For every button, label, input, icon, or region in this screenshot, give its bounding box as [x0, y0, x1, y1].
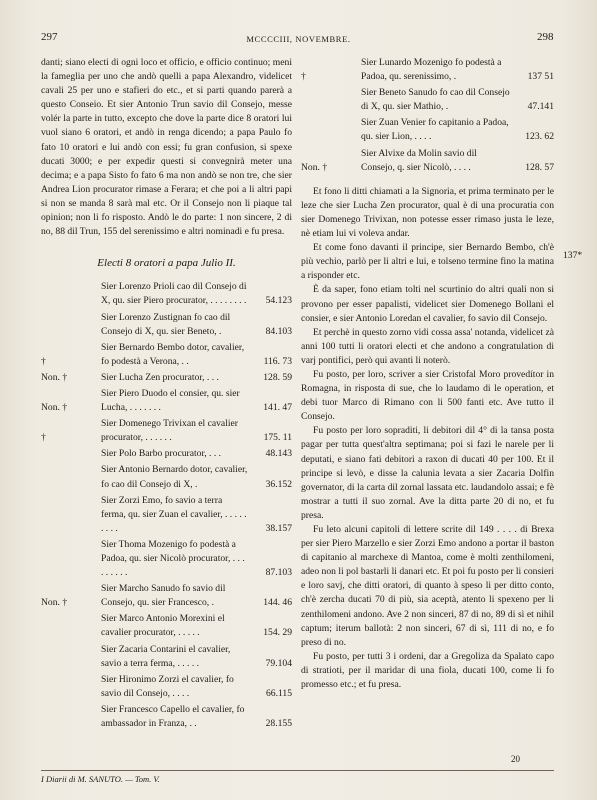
candidate-name: Sier Bernardo Bembo dotor, cavalier, fo podestà a Verona, . . — [101, 341, 245, 367]
vote-count: 84.103 — [265, 325, 292, 337]
ballot-entry — [41, 703, 292, 731]
signature-mark: 20 — [511, 754, 520, 764]
right-column — [301, 56, 554, 692]
body-paragraph: Fu leto alcuni capitoli di lettere scrite dil 149 . . . . di Brexa per sier Piero Marzello e sier Zorzi Emo andono a portar il baston di capitanio al marchexe di Mantoa, come è molti zenthilomeni, adeo non li pol bastarli li danari etc. Et poi fu posto per li consieri e loro savj, che ditti oratori, di quanto à speso li per ditto conto, ch'è zercha ducati 70 di più, sia aceptà, atento li spexeno per li zenthilomeni andono. Ave 2 non sinceri, 87 di no, 89 di sì et nihil captum; iterum ballotà: 2 non sinceri, 67 di sì, 111 di no, e fo preso di no. — [301, 524, 554, 648]
ballot-entry — [41, 612, 292, 640]
entry-mark: Non. † — [301, 161, 328, 173]
ballot-entry — [41, 673, 292, 701]
candidate-name: Sier Marcho Sanudo fo savio dil Consejo, qu. sier Francesco, . — [101, 583, 226, 609]
candidate-name: Sier Lorenzo Prioli cao dil Consejo di X, qu. sier Piero procurator, . . . . . . . . — [101, 281, 247, 307]
candidate-name: Sier Antonio Bernardo dotor, cavalier, fo cao dil Consejo di X, . — [101, 464, 248, 490]
ballot-list-continued — [301, 56, 554, 175]
vote-count: 36.152 — [265, 478, 292, 490]
page-number-right: 298 — [537, 31, 554, 43]
ballot-entry — [301, 147, 554, 175]
ballot-entry — [41, 538, 292, 580]
entry-mark: † — [41, 432, 46, 444]
footer-citation: I Diarii di M. SANUTO. — Tom. V. — [41, 774, 160, 784]
ballot-entry — [41, 417, 292, 445]
vote-count: 48.143 — [265, 448, 292, 460]
vote-count: 54.123 — [265, 295, 292, 307]
candidate-name: Sier Zuan Venier fo capitanio a Padoa, qu. sier Lion, . . . . — [361, 117, 509, 143]
entry-mark: Non. † — [41, 371, 68, 383]
ballot-entry — [301, 56, 554, 84]
footer-rule — [41, 770, 554, 771]
right-paragraphs — [301, 185, 554, 692]
ballot-entry — [41, 582, 292, 610]
candidate-name: Sier Hironimo Zorzi el cavalier, fo savio dil Consejo, . . . . — [101, 673, 234, 699]
candidate-name: Sier Zorzi Emo, fo savio a terra ferma, qu. sier Zuan el cavalier, . . . . . . . . . — [101, 494, 247, 534]
vote-count: 28.155 — [265, 718, 292, 730]
ballot-entry — [41, 387, 292, 415]
vote-count: 128. 59 — [263, 371, 292, 383]
page-number-left: 297 — [41, 31, 58, 43]
vote-count: 116. 73 — [263, 355, 292, 367]
entry-mark: Non. † — [41, 597, 68, 609]
candidate-name: Sier Piero Duodo el consier, qu. sier Lucha, . . . . . . . — [101, 387, 240, 414]
vote-count: 123. 62 — [525, 131, 554, 143]
vote-count: 128. 57 — [525, 161, 554, 173]
body-paragraph: Et come fono davanti il principe, sier Bernardo Bembo, ch'è più vechio, parlò per li altri e lui, e tolseno termine fino la matina a risponder etc. — [301, 242, 554, 282]
vote-count: 87.103 — [265, 567, 292, 579]
candidate-name: Sier Lucha Zen procurator, . . . — [101, 371, 219, 383]
vote-count: 137 51 — [527, 71, 554, 83]
ballot-entry — [41, 463, 292, 491]
candidate-name: Sier Alvixe da Molin savio dil Consejo, q. sier Nicolò, . . . . — [361, 147, 477, 173]
ballot-entry — [41, 280, 292, 308]
candidate-name: Sier Domenego Trivixan el cavalier procurator, . . . . . . — [101, 418, 238, 444]
section-heading: Electi 8 oratori a papa Julio II. — [97, 257, 236, 270]
candidate-name: Sier Polo Barbo procurator, . . . — [101, 448, 222, 460]
ballot-list — [41, 280, 292, 731]
ballot-entry — [41, 311, 292, 339]
vote-count: 79.104 — [265, 657, 292, 669]
body-paragraph: È da saper, fono etiam tolti nel scurtinio do altri quali non si provono per esser papalisti, videlicet sier Domenego Bollani el consier, e sier Antonio Loredan el cavalier, fo savio dil Consejo. — [301, 284, 554, 324]
candidate-name: Sier Beneto Sanudo fo cao dil Consejo di X, qu. sier Mathio, . — [361, 87, 510, 113]
vote-count: 154. 29 — [263, 627, 292, 639]
candidate-name: Sier Francesco Capello el cavalier, fo ambassador in Franza, . . — [101, 703, 245, 730]
running-header: MCCCCIII, NOVEMBRE. — [246, 34, 351, 44]
ballot-entry — [41, 447, 292, 461]
entry-mark: † — [41, 355, 46, 367]
candidate-name: Sier Marco Antonio Morexini el cavalier procurator, . . . . . — [101, 613, 225, 639]
candidate-name: Sier Lorenzo Zustignan fo cao dil Consejo di X, qu. sier Beneto, . — [101, 311, 231, 337]
body-paragraph: Fu posto, per tutti 3 i ordeni, dar a Gregoliza da Spalato capo di stratioti, per il maridar di una fiola, ducati 100, come li fo promesso etc.; et fu presa. — [301, 650, 554, 691]
ballot-entry — [41, 494, 292, 536]
vote-count: 38.157 — [265, 522, 292, 534]
candidate-name: Sier Lunardo Mozenigo fo podestà a Padoa, qu. serenissimo, . — [361, 57, 502, 83]
ballot-entry — [301, 86, 554, 114]
entry-mark: † — [301, 71, 306, 83]
body-paragraph: Et perchè in questo zorno vidi cossa assa' notanda, videlicet zà anni 100 tutti li oratori electi et che andono a congratulation di varj pontifici, però qui avanti li noterò. — [301, 326, 554, 366]
ballot-entry — [41, 643, 292, 671]
vote-count: 66.115 — [265, 687, 292, 699]
body-paragraph: Fu posto, per loro, scriver a sier Cristofal Moro provedítor in Romagna, in risposta di sue, che lo laudamo di le operation, et debi tuor Marco di Rimano con li 500 fanti etc. Ave tutto il Consejo. — [301, 368, 554, 423]
entry-mark: Non. † — [41, 402, 68, 414]
ballot-entry — [41, 371, 292, 385]
intro-paragraph: danti; siano electi di ogni loco et officio, e officio continuo; meni la fameglia per uno che andò quelli a papa Alexandro, videlicet cavali 25 per uno e stafieri do etc., et si parti quando parerà a questo Conseio. Et sier Antonio Trun savio dil Consejo, messe volér la parte in tutto, excepto che dove la parte dice 8 oratori lui vuol siano 6 oratori, et andò in renga dicendo; a papa Paulo fo fato 10 oratori e lui andò con essi; fu gran confusion, si spexe ducati 3000; e per expedir questi si convegnirà meter una decima; e a papa Sisto fo fato 6 ma non andò se non tre, che sier Andrea Lion procurator rimase a Ferara; et che poi a li altri papi si non se manda 8 sarà mal etc. Or il Consejo non li piaque tal opinion; non li fo risposto. Andò le do parte: 1 non sincere, 2 di no, 88 dil Trun, 155 del serenissimo e altri nominadi e fu presa. — [41, 57, 292, 238]
margin-note: 137* — [563, 250, 583, 261]
vote-count: 47.141 — [527, 101, 554, 113]
vote-count: 144. 46 — [263, 597, 292, 609]
body-paragraph: Et fono li ditti chiamati a la Signoria, et prima terminato per le leze che sier Lucha Zen procurator, qual è di una procuratia con sier Domenego Trivixan, non potesse esser rimaso justa le leze, nè etiam lui vi voleva andar. — [301, 185, 554, 240]
ballot-entry — [41, 341, 292, 369]
vote-count: 175. 11 — [263, 432, 292, 444]
left-column — [41, 56, 292, 733]
vote-count: 141. 47 — [263, 402, 292, 414]
candidate-name: Sier Zacaria Contarini el cavalier, savio a terra ferma, . . . . . — [101, 643, 231, 669]
ballot-entry — [301, 116, 554, 144]
candidate-name: Sier Thoma Mozenigo fo podestà a Padoa, qu. sier Nicolò procurator, . . . . . . . . . — [101, 538, 245, 579]
body-paragraph: Fu posto per loro sopraditi, li debitori dil 4° di la tansa posta pagar per tutta quest'altra septimana; poi si fazi le narele per li deputati, e siano fati debitori a raxon di ducati 40 per 100. Et il principe si levò, e disse la calunia levata a sier Zacaria Dolfin governator, di la carta dil zornal lassata etc. laudandolo assai; e fè mostrar a tutti il suo zornal. Ave la ditta parte 20 di no, et fu presa. — [301, 425, 554, 521]
